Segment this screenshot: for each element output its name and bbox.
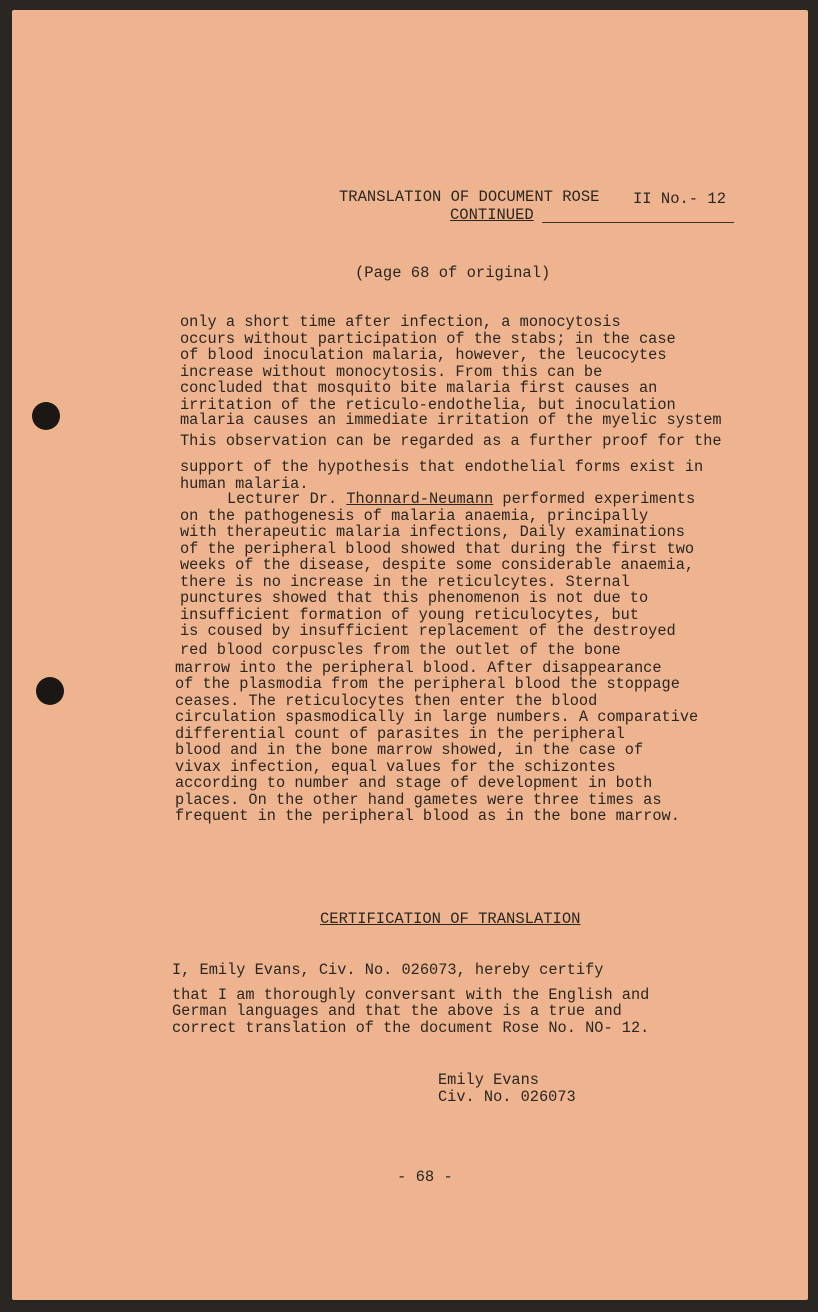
signature-name: Emily Evans [438,1071,539,1089]
body-line: This observation can be regarded as a further proof for the [180,432,722,450]
body-line: occurs without participation of the stabs; in the case [180,330,676,348]
body-line: with therapeutic malaria infections, Daily examinations [180,523,685,541]
header-rule [542,222,734,223]
page-reference [355,264,550,282]
certification-line: German languages and that the above is a true and [172,1002,622,1020]
header-title [339,188,599,206]
body-line: support of the hypothesis that endothelial forms exist in [180,458,704,476]
body-line: ceases. The reticulocytes then enter the blood [175,692,598,710]
body-line: irritation of the reticulo-endothelia, but inoculation [180,396,676,414]
header-doc-number-text: II No.- 12 [633,190,727,208]
body-line: marrow into the peripheral blood. After disappearance [175,659,662,677]
body-line: insufficient formation of young reticulocytes, but [180,606,639,624]
body-line: of blood inoculation malaria, however, the leucocytes [180,346,667,364]
certification-line: correct translation of the document Rose No. NO- 12. [172,1019,650,1037]
body-line: concluded that mosquito bite malaria first causes an [180,379,658,397]
body-line: human malaria. [180,475,309,493]
body-line: weeks of the disease, despite some considerable anaemia, [180,556,695,574]
body-line: punctures showed that this phenomenon is not due to [180,589,649,607]
body-line: malaria causes an immediate irritation of the myelic system [180,411,722,429]
signature-civ-number: Civ. No. 026073 [438,1088,576,1106]
body-line: places. On the other hand gametes were three times as [175,791,662,809]
body-line: frequent in the peripheral blood as in the bone marrow. [175,807,680,825]
binder-hole-top [32,402,60,430]
page-number-text: - 68 - [397,1168,453,1186]
header-title-text: TRANSLATION OF DOCUMENT ROSE [339,188,600,206]
body-line: only a short time after infection, a monocytosis [180,313,621,331]
body-line: vivax infection, equal values for the schizontes [175,758,616,776]
body-line: there is no increase in the reticulcytes. Sternal [180,573,630,591]
body-line: is coused by insufficient replacement of the destroyed [180,622,676,640]
binder-hole-bottom [36,677,64,705]
lecturer-name: Thonnard-Neumann [346,490,494,508]
body-line: of the plasmodia from the peripheral blood the stoppage [175,675,680,693]
certification-line: that I am thoroughly conversant with the English and [172,986,650,1004]
body-line: on the pathogenesis of malaria anaemia, principally [180,507,649,525]
header-subtitle [450,206,534,224]
body-line: circulation spasmodically in large numbers. A comparative [175,708,699,726]
certification-heading [320,910,580,928]
body-line: according to number and stage of development in both [175,774,653,792]
document-page [12,10,808,1300]
certification-line: I, Emily Evans, Civ. No. 026073, hereby certify [172,961,604,979]
certification-heading-text: CERTIFICATION OF TRANSLATION [320,910,581,928]
header-doc-number [633,190,726,208]
body-line: red blood corpuscles from the outlet of the bone [180,641,621,659]
body-line: differential count of parasites in the peripheral [175,725,625,743]
page-reference-text: (Page 68 of original) [355,264,551,282]
header-subtitle-text: CONTINUED [450,206,534,224]
body-line: of the peripheral blood showed that during the first two [180,540,695,558]
body-line: Lecturer Dr. Thonnard-Neumann performed experiments [227,490,696,508]
body-line: increase without monocytosis. From this can be [180,363,603,381]
body-line: blood and in the bone marrow showed, in the case of [175,741,644,759]
page-number [397,1168,453,1186]
